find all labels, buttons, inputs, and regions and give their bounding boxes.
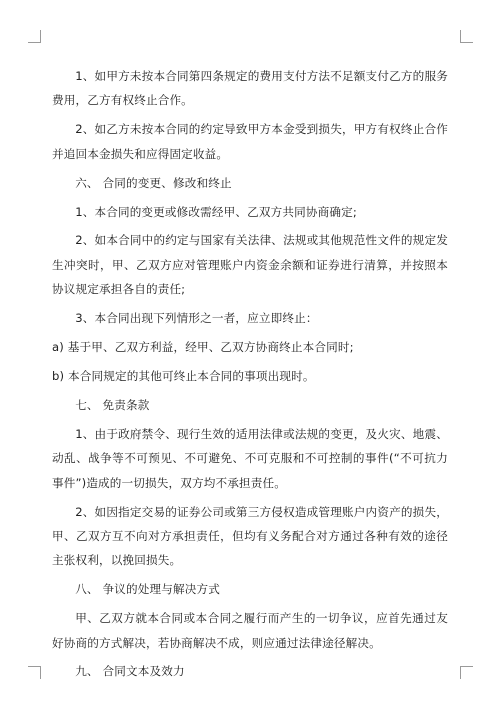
clause-paragraph: 2、如因指定交易的证券公司或第三方侵权造成管理账户内资产的损失，甲、乙双方互不向对方承担责任，但均有义务配合对方通过各种有效的途径主张权利，以挽回损失。 [52, 504, 448, 568]
section-heading: 八、 争议的处理与解决方式 [75, 582, 220, 597]
clause-paragraph: 3、本合同出现下列情形之一者，应立即终止： [75, 311, 318, 326]
clause-paragraph: 2、如本合同中的约定与国家有关法律、法规或其他规范性文件的规定发生冲突时，甲、乙双方应对管理账户内资金余额和证券进行清算，并按照本协议规定承担各自的责任; [52, 233, 448, 297]
section-heading: 九、 合同文本及效力 [75, 664, 185, 679]
clause-paragraph: 1、如甲方未按本合同第四条规定的费用支付方法不足额支付乙方的服务费用，乙方有权终止合作。 [52, 69, 448, 108]
clause-paragraph: 甲、乙双方就本合同或本合同之履行而产生的一切争议，应首先通过友好协商的方式解决，若协商解决不成，则应通过法律途径解决。 [52, 611, 448, 650]
page-corner-mark-bottom-right [460, 666, 473, 679]
page-corner-mark-top-left [28, 30, 41, 43]
section-heading: 六、 合同的变更、修改和终止 [75, 175, 232, 190]
clause-paragraph: 2、如乙方未按本合同的约定导致甲方本金受到损失，甲方有权终止合作并追回本金损失和应得固定收益。 [52, 122, 448, 161]
document-body [52, 64, 448, 688]
section-heading: 七、 免责条款 [75, 397, 150, 412]
clause-paragraph: 1、由于政府禁令、现行生效的适用法律或法规的变更，及火灾、地震、动乱、战争等不可预见、不可避免、不可克服和不可控制的事件(“不可抗力事件”)造成的一切损失，双方均不承担责任。 [52, 426, 448, 490]
page-corner-mark-bottom-left [28, 666, 41, 679]
sub-clause-item: a) 基于甲、乙双方利益，经甲、乙双方协商终止本合同时; [52, 340, 354, 355]
clause-paragraph: 1、本合同的变更或修改需经甲、乙双方共同协商确定; [75, 204, 357, 219]
sub-clause-item: b) 本合同规定的其他可终止本合同的事项出现时。 [52, 368, 315, 383]
page-corner-mark-top-right [460, 30, 473, 43]
